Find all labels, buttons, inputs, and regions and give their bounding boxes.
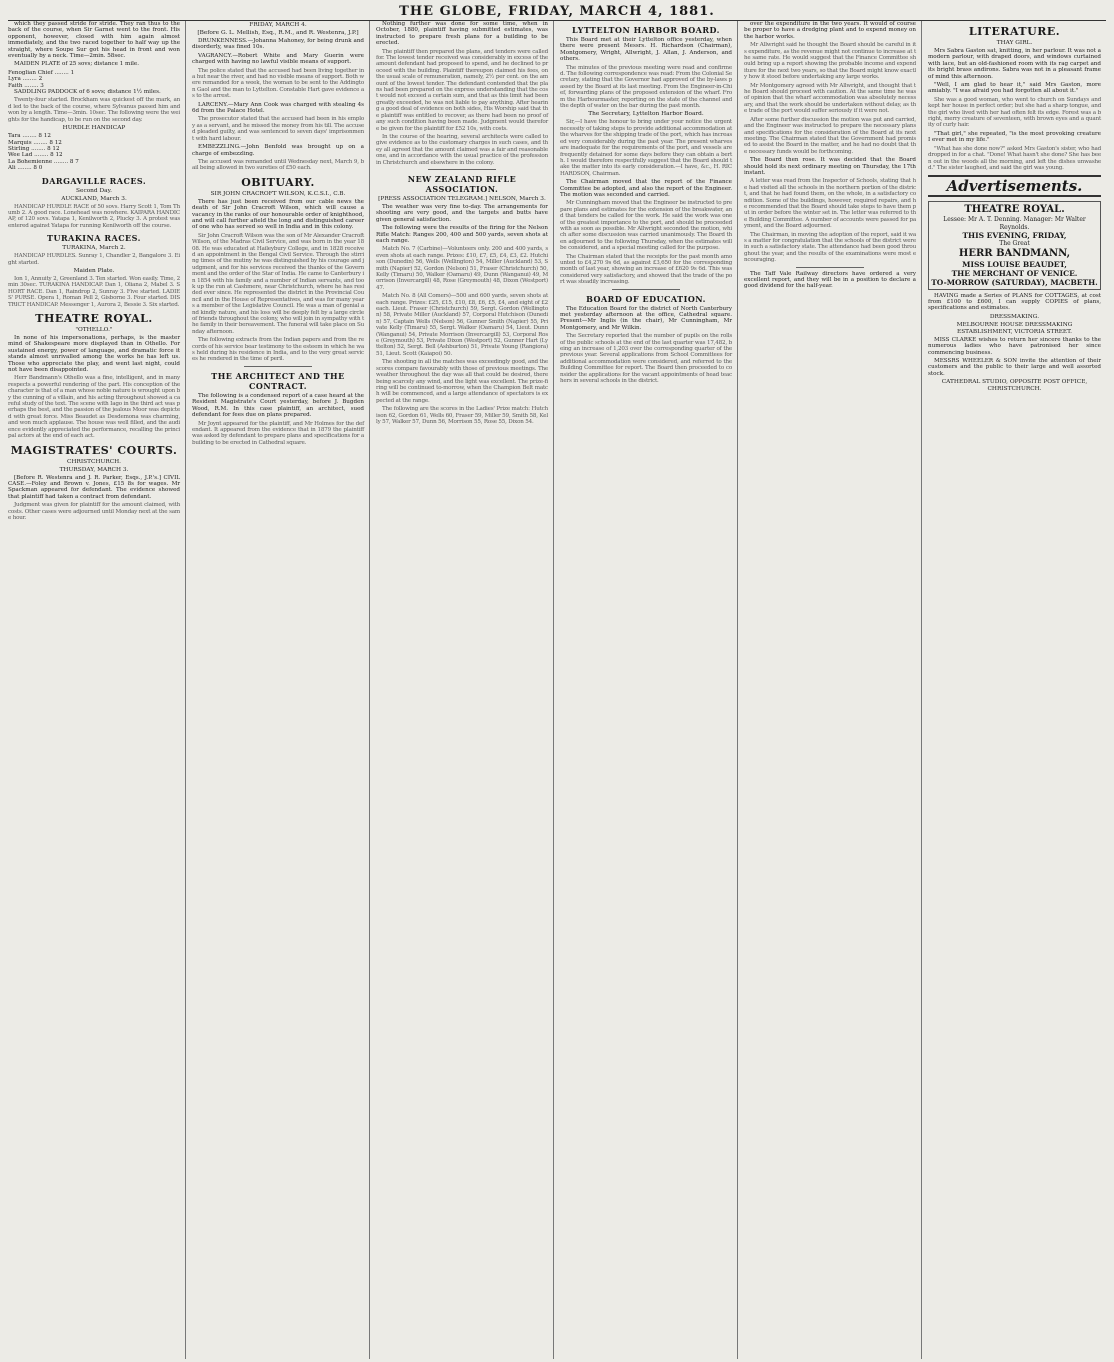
- theatre-head: THEATRE ROYAL.: [35, 312, 153, 325]
- friday-head: FRIDAY, MARCH 4.: [249, 22, 307, 28]
- story-dialogue-2: "That girl," she repeated, "is the most provoking creature I ever met in my life.": [928, 130, 1101, 144]
- dressmaking-title: MELBOURNE HOUSE DRESSMAKING ESTABLISHMENT, VICTORIA STREET.: [956, 321, 1073, 335]
- letter-address: The Secretary, Lyttelton Harbor Board.: [588, 111, 704, 118]
- masthead: [8, 4, 1106, 20]
- saddling-paddock: SADDLING PADDOCK of 6 sovs; distance 1½ miles.: [14, 89, 161, 96]
- handicap-row-2: Marquis ........ 8 12: [8, 139, 62, 146]
- theatre-advert: [928, 201, 1101, 289]
- architect-text: The following is a condensed report of a case heard at the Resident Magistrate's Court yesterday, before J. Bugden Wood, R.M. In this case plaintiff, an architect, sued defendant for fees due on plans prepared.: [192, 392, 364, 419]
- body-text: Twenty-four started. Brockham was quickest off the mark, and led to the back of the course, where Sylvanus passed him and won by a length. Time—3min. 10sec. The following were the weights for the handicap, to be run on the second day.: [8, 97, 180, 123]
- body-text: Match No. 7 (Carbine)—Volunteers only. 200 and 400 yards, seven shots at each range. Prizes: £10, £7, £5, £4, £3, £2. Hutchison (Dunedin) 56, Wells (Wellington) 54, Miller (Auckland) 53, Smith (Napier) 52, Gordon (Nelson) 51, Fraser (Christchurch) 50, Kelly (Timaru) 50, Walker (Oamaru) 49, Dunn (Wanganui) 49, Morrison (Invercargill) 48, Rose (Greymouth) 48, Dixon (Westport) 47.: [376, 246, 548, 291]
- story-title: THAY GIRL.: [996, 40, 1033, 46]
- magistrates-head: MAGISTRATES' COURTS.: [10, 443, 178, 457]
- dredge-text: over the expenditure in the two years. It would of course be proper to have a dredging plant and to expend money on the harbor works.: [744, 21, 916, 40]
- theatre-ad-support: MISS LOUISE BEAUDET,: [962, 259, 1067, 269]
- dressmaking-head: DRESSMAKING.: [989, 313, 1040, 320]
- contract-text: Nothing further was done for some time, when in October, 1880, plaintiff having submitted estimates, was instructed to prepare fresh plans for a building to be erected.: [376, 21, 548, 47]
- maiden-result-2: Lyra ........ 2: [8, 76, 43, 83]
- divider: [428, 169, 497, 170]
- column-4: [560, 21, 738, 1359]
- turakina-sub: TURAKINA, March 2.: [62, 245, 126, 252]
- story-dialogue-1: "Well, I am glad to hear it," said Mrs Gaston, more amiably. "I was afraid you had forgotten all about it.": [928, 82, 1101, 95]
- theatre-ad-lessee: Lessee: Mr A. T. Denning. Manager: Mr Walter Reynolds.: [943, 216, 1086, 231]
- body-text: The following extracts from the Indian papers and from the records of his service bear testimony to the esteem in which he was held during his residence in India, and to the very great services he rendered in the time of peril.: [192, 337, 364, 363]
- theatre-ad-tomorrow: TO-MORROW (SATURDAY), MACBETH.: [931, 277, 1098, 287]
- dargaville-head: DARGAVILLE RACES.: [41, 175, 147, 186]
- chairman-text: The Chairman moved that the report of the Finance Committee be adopted, and also the report of the Engineer. The motion was seconded and carried.: [560, 179, 732, 198]
- rifle-sub: [PRESS ASSOCIATION TELEGRAM.] NELSON, March 3.: [378, 195, 546, 202]
- body-text: HANDICAP HURDLES. Sunray 1, Chandler 2, Bangalore 3. Eight started.: [8, 253, 180, 266]
- architect-head: THE ARCHITECT AND THE CONTRACT.: [211, 370, 345, 391]
- body-text: The Secretary reported that the number of pupils on the rolls of the public schools at the end of the last quarter was 17,482, being an increase of 1,203 over the corresponding quarter of the previous year. Several applications from School Committees for additional accommodation were considered, and referred to the Building Committee for report. The Board then proceeded to consider the applications for the vacant appointments of head teachers in several schools in the district.: [560, 333, 732, 385]
- cathedral-studio: CATHEDRAL STUDIO, OPPOSITE POST OFFICE, CHRISTCHURCH.: [941, 379, 1088, 393]
- handicap-row-4: Wee Lad ........ 8 12: [8, 152, 63, 159]
- education-text: The Education Board for the district of North Canterbury met yesterday afternoon at the office, Cathedral square. Present—Mr Inglis (in the chair), Mr Cunningham, Mr Montgomery, and Mr Wilkin.: [560, 305, 732, 331]
- lyttelton-head: LYTTELTON HARBOR BOARD.: [572, 25, 720, 35]
- wheeler-advert: MESSRS WHEELER & SON invite the attention of their customers and the public to their large and well assorted stock.: [928, 357, 1101, 377]
- theatre-ad-night: THIS EVENING, FRIDAY,: [962, 231, 1067, 241]
- theatre-ad-name: HERR BANDMANN,: [958, 247, 1071, 259]
- embezzling-report: EMBEZZLING.—John Benfold was brought up on a charge of embezzling.: [192, 144, 364, 157]
- dargaville-date: AUCKLAND, March 3.: [61, 195, 127, 202]
- body-text: Mr Cunningham moved that the Engineer be instructed to prepare plans and estimates for the extension of the breakwater, and that tenders be called for the work. He said the work was one of the greatest importance to the port, and should be proceeded with as soon as possible. Mr Allwright seconded the motion, which after some discussion was carried unanimously. The Board then adjourned to the following Thursday, when the estimates will be considered, and a special meeting called for the purpose.: [560, 200, 732, 252]
- body-text: The Chairman stated that the receipts for the past month amounted to £4,270 9s 6d, as against £3,650 for the corresponding month of last year, showing an increase of £620 9s 6d. This was considered very satisfactory, and showed that the trade of the port was steadily increasing.: [560, 253, 732, 286]
- story-text: Mrs Sabra Gaston sat, knitting, in her parlour. It was not a modern parlour, with draped doors, and windows curtained with lace, but an old-fashioned room with its rag carpet and its bright brass andirons. Sabra was not in a pleasant frame of mind this afternoon.: [928, 48, 1101, 80]
- body-text: Judgment was given for plaintiff for the amount claimed, with costs. Other cases were adjourned until Monday next at the same hour.: [8, 502, 180, 521]
- body-text: Ion 1, Annuity 2, Greenland 3. Ten started. Won easily. Time, 2min 30sec. TURAKINA HANDICAP. Dan 1, Oliana 2, Mabel 3. SHORT RACE. Dan 1, Raindrop 2, Sunray 3. Five started. LADIES' PURSE. Opera 1, Roman Pell 2, Gisborne 3. Four started. DISTRICT HANDICAP. Messenger 1, Aurora 2, Bessie 3. Six started.: [8, 275, 180, 308]
- body-text: HANDICAP HURDLE RACE of 50 sovs. Harry Scott 1, Tom Thumb 2. A good race. Lonehead was nowhere. KAIPARA HANDICAP, of 120 sovs. Yatapa 1, Kenilworth 2, Plucky 3. A protest was entered against Yatapa for running Kenilworth off the course.: [8, 203, 180, 229]
- advertisements-banner: Advertisements.: [928, 175, 1101, 197]
- maiden-plate-2: Maiden Plate.: [73, 267, 115, 274]
- body-text: A letter was read from the Inspector of Schools, stating that he had visited all the schools in the northern portion of the district, and that he had found them, on the whole, in a satisfactory condition. Some of the buildings, however, required repairs, and he recommended that the Board should take steps to have them put in order before the winter set in. The letter was referred to the Building Committee. A number of accounts were passed for payment, and the Board adjourned.: [744, 178, 916, 230]
- maiden-plate: MAIDEN PLATE of 25 sovs; distance 1 mile.: [14, 61, 140, 68]
- railway-text: The Taff Vale Railway directors have ordered a very excellent report, and they will be in a position to declare a good dividend for the half-year.: [744, 270, 916, 290]
- lyttelton-text: This Board met at their Lyttelton office yesterday, when there were present Messrs. H. Richardson (Chairman), Montgomery, Wright, Allwright, J. Allan, J. Anderson, and others.: [560, 37, 732, 63]
- theatre-ad-play: THE MERCHANT OF VENICE.: [951, 268, 1078, 278]
- masthead-title: THE GLOBE, FRIDAY, MARCH 4, 1881.: [399, 4, 715, 19]
- plans-advert: HAVING made a Series of PLANS for COTTAGES, at cost from £100 to £600, I can supply COPIES of plans, specifications and estimates.: [928, 292, 1101, 312]
- turakina-head: TURAKINA RACES.: [47, 233, 141, 244]
- larceny-report: LARCENY.—Mary Ann Cook was charged with stealing 4s 6d from the Palace Hotel.: [192, 101, 364, 115]
- obituary-head: OBITUARY.: [241, 175, 315, 189]
- handicap-head: HURDLE HANDICAP: [62, 125, 126, 132]
- othello-title: "OTHELLO.": [75, 327, 113, 333]
- magistrates-before: [Before G. L. Mellish, Esq., R.M., and R. Westenra, J.P.]: [197, 30, 359, 36]
- body-text: Mr Montgomery agreed with Mr Allwright, and thought that the Board should proceed with caution. At the same time he was of opinion that the wharf accommodation was absolutely necessary, and that the work should be undertaken without delay, as the trade of the port would suffer seriously if it were not.: [744, 82, 916, 115]
- dressmaking-text: MISS CLARKE wishes to return her sincere thanks to the numerous ladies who have patronised her since commencing business.: [928, 336, 1101, 356]
- body-text: The minutes of the previous meeting were read and confirmed. The following correspondence was read: From the Colonial Secretary, stating that the Governor had approved of the by-laws passed by the Board at its last meeting. From the Engineer-in-Chief, forwarding plans of the proposed extension of the wharf. From the Harbourmaster, reporting on the state of the channel and the depth of water on the bar during the past month.: [560, 64, 732, 110]
- drunkenness-report: DRUNKENNESS.—Johanna Mahoney, for being drunk and disorderly, was fined 10s.: [192, 38, 364, 51]
- body-text: The Chairman, in moving the adoption of the report, said it was a matter for congratulation that the schools of the district were in such a satisfactory state. The attendance had been good throughout the year, and the results of the examinations were most encouraging.: [744, 231, 916, 264]
- court-report: [Before R. Westenra and J. R. Parker, Esqs., J.P.'s.] CIVIL CASE.—Foley and Brown v. Jones, £15 8s for wages. Mr Spackman appeared for defendant. The evidence showed that plaintiff had taken a contract from defendant.: [8, 474, 180, 500]
- body-text: Mr Joynt appeared for the plaintiff, and Mr Holmes for the defendant. It appeared from the evidence that in 1879 the plaintiff was asked by defendant to prepare plans and specifications for a building to be erected in Cathedral square.: [192, 420, 364, 446]
- theatre-ad-guest: The Great: [999, 240, 1030, 248]
- body-text: The plaintiff then prepared the plans, and tenders were called for. The lowest tender received was considerably in excess of the amount defendant had proposed to spend, and he declined to proceed with the building. Plaintiff thereupon claimed his fees, on the usual scale of remuneration, namely, 2½ per cent. on the amount of the lowest tender. The defendant contended that the plans had been prepared on the express understanding that the cost would not exceed a certain sum, and that as this limit had been greatly exceeded, he was not liable to pay anything. After hearing a good deal of evidence on both sides, His Worship said that the plaintiff was entitled to recover, as there had been no proof of any such condition having been made. Judgment would therefore be given for the plaintiff for £52 10s, with costs.: [376, 48, 548, 132]
- theatre-review: In none of his impersonations, perhaps, is the master mind of Shakespeare more displayed than in Othello. For sustained energy, power of language, and dramatic force it stands almost unrivalled among the works he has left us. Those who appreciate the play, and went last night, could not have been disappointed.: [8, 335, 180, 374]
- rifle-results: The following were the results of the firing for the Nelson Rifle Match: Ranges 200, 400 and 500 yards, seven shots at each range.: [376, 225, 548, 244]
- body-text: The accused was remanded until Wednesday next, March 9, bail being allowed in two sureties of £50 each.: [192, 158, 364, 172]
- column-2: [192, 21, 370, 1359]
- body-text: "What has she done now?" asked Mrs Gaston's sister, who had dropped in for a chat. "Done! What hasn't she done? She has been out in the woods all the morning, and left the dishes unwashed." The sister laughed, and said the girl was young.: [928, 145, 1101, 171]
- body-text: Sir,—I have the honour to bring under your notice the urgent necessity of taking steps to provide additional accommodation at the wharves for the shipping trade of the port, which has increased very considerably during the past year. The present wharves are inadequate for the requirements of the port, and vessels are frequently detained for some days before they can obtain a berth. I would therefore respectfully suggest that the Board should take the matter into its early consideration.—I have, &c., H. RICHARDSON, Chairman.: [560, 119, 732, 177]
- body-text: After some further discussion the motion was put and carried, and the Engineer was instructed to prepare the necessary plans and specifications for the consideration of the Board at its next meeting. The Chairman stated that the Government had promised to assist the Board in the matter, and he had no doubt that the necessary funds would be forthcoming.: [744, 116, 916, 155]
- christchurch-sub: CHRISTCHURCH.: [66, 458, 122, 465]
- column-3: [376, 21, 554, 1359]
- rifle-text: The weather was very fine to-day. The arrangements for shooting are very good, and the targets and butts have given general satisfaction.: [376, 203, 548, 223]
- body-text: Mr Allwright said he thought the Board should be careful in its expenditure, as the revenue might not continue to increase at the same rate. He would suggest that the Finance Committee should bring up a report showing the probable income and expenditure for the next two years, so that the Board might know exactly how it stood before undertaking any large works.: [744, 42, 916, 81]
- race-report: which they passed stride for stride. They ran thus to the back of the course, when Sir Garnet went to the front. His opponent, however, closed with him again almost immediately, and the two raced together to half way up the straight, where Soupe Sur got his head in front and won eventually by a neck. Time—2min. 58sec.: [8, 21, 180, 60]
- literature-head: LITERATURE.: [968, 25, 1061, 38]
- board-text: The Board then rose. It was decided that the Board should hold its next ordinary meeting on Thursday, the 17th instant.: [744, 157, 916, 176]
- obituary-text: There has just been received from our cable news the death of Sir John Cracroft Wilson, which will cause a vacancy in the ranks of our honourable order of knighthood, and will call further afield the long and distinguished career of one who has served so well in India and in this colony.: [192, 198, 364, 231]
- theatre-ad-title: THEATRE ROYAL.: [964, 204, 1065, 216]
- court-date: THURSDAY, MARCH 3.: [59, 466, 129, 473]
- columns: [8, 21, 1106, 1359]
- body-text: Sir John Cracroft Wilson was the son of Mr Alexander Cracroft Wilson, of the Madras Civil Service, and was born in the year 1808. He was educated at Haileybury College, and in 1828 received an appointment in the Bengal Civil Service. Through the stirring times of the mutiny he was distinguished by his courage and judgment, and for his services received the thanks of the Government and the order of the Star of India. He came to Canterbury in 1854 with his family and a number of Indian servants, and took up the run at Cashmere, near Christchurch, where he has resided ever since. He represented the district in the Provincial Council and in the House of Representatives, and was for many years a member of the Legislative Council. He was a man of genial and kindly nature, and his loss will be deeply felt by a large circle of friends throughout the colony, who will join in sympathy with the family in their bereavement. The funeral will take place on Sunday afternoon.: [192, 232, 364, 335]
- rifle-head: NEW ZEALAND RIFLE ASSOCIATION.: [407, 173, 517, 194]
- body-text: In the course of the hearing, several architects were called to give evidence as to the customary charges in such cases, and they all agreed that the amount claimed was a fair and reasonable one, and in accordance with the usual practice of the profession in Christchurch and elsewhere in the colony.: [376, 133, 548, 166]
- dargaville-sub: Second Day.: [76, 187, 112, 194]
- body-text: The prosecutor stated that the accused had been in his employ as a servant, and he missed the money from his till. The accused pleaded guilty, and was sentenced to seven days' imprisonment with hard labour.: [192, 116, 364, 142]
- column-6: [928, 21, 1106, 1359]
- handicap-row-6: Ali ........ 8 0: [8, 165, 43, 172]
- vagrancy-report: VAGRANCY.—Robert White and Mary Guerin were charged with having no lawful visible means of support.: [192, 52, 364, 66]
- body-text: Match No. 8 (All Comers)—500 and 600 yards, seven shots at each range. Prizes: £25, £15, £10, £8, £6, £5, £4, and eight of £2 each. Lieut. Fraser (Christchurch) 59, Sergt. Gordon (Wellington) 58, Private Miller (Auckland) 57, Corporal Hutchison (Dunedin) 57, Captain Wells (Nelson) 56, Gunner Smith (Napier) 55, Private Kelly (Timaru) 55, Sergt. Walker (Oamaru) 54, Lieut. Dunn (Wanganui) 54, Private Morrison (Invercargill) 53, Corporal Rose (Greymouth) 53, Private Dixon (Westport) 52, Gunner Hart (Lyttelton) 52, Sergt. Bell (Ashburton) 51, Private Young (Rangiora) 51, Lieut. Scott (Kaiapoi) 50.: [376, 293, 548, 357]
- divider: [244, 366, 313, 367]
- body-text: The shooting in all the matches was exceedingly good, and the scores compare favourably with those of previous meetings. The weather throughout the day was all that could be desired, there being scarcely any wind, and the light was excellent. The prize-firing will be continued to-morrow, when the Champion Belt match will be commenced, and a large attendance of spectators is expected at the range.: [376, 359, 548, 404]
- handicap-row-1: Tara ........ 8 12: [8, 133, 51, 140]
- divider: [612, 289, 681, 290]
- divider: [796, 267, 865, 268]
- handicap-row-5: La Bohemienne ........ 8 7: [8, 158, 79, 165]
- maiden-result-3: Faith ........ 3: [8, 82, 44, 89]
- body-text: The following are the scores in the Ladies' Prize match: Hutchison 62, Gordon 61, Wells 60, Fraser 59, Miller 59, Smith 58, Kelly 57, Walker 57, Dunn 56, Morrison 55, Rose 55, Dixon 54.: [376, 406, 548, 425]
- column-1: [8, 21, 186, 1359]
- handicap-row-3: Stirling ........ 8 12: [8, 145, 60, 152]
- body-text: Herr Bandmann's Othello was a fine, intelligent, and in many respects a powerful rendering of the part. His conception of the character is that of a man whose noble nature is wrought upon by the cunning of a villain, and his acting throughout showed a careful study of the text. The scene with Iago in the third act was perhaps the best, and the passion of the jealous Moor was depicted with great force. Miss Beaudet as Desdemona was charming, and won much applause. The house was well filled, and the audience evidently appreciated the performance, recalling the principal actors at the end of each act.: [8, 375, 180, 440]
- obituary-sub: SIR JOHN CRACROFT WILSON, K.C.S.I., C.B.: [210, 190, 346, 197]
- maiden-result-1: Fenoglian Chief ........ 1: [8, 69, 75, 76]
- education-head: BOARD OF EDUCATION.: [586, 293, 706, 304]
- column-5: [744, 21, 922, 1359]
- body-text: She was a good woman, who went to church on Sundays and kept her house in perfect order; but she had a sharp tongue, and the girl who lived with her had often felt its edge. Forest was a bright, merry creature of seventeen, with brown eyes and a quantity of curly hair.: [928, 96, 1101, 129]
- body-text: The police stated that the accused had been living together in a hut near the river, and had no visible means of support. Both were remanded for a week, the woman to be sent to the Addington Gaol and the man to Lyttelton. Constable Hart gave evidence as to the arrest.: [192, 67, 364, 100]
